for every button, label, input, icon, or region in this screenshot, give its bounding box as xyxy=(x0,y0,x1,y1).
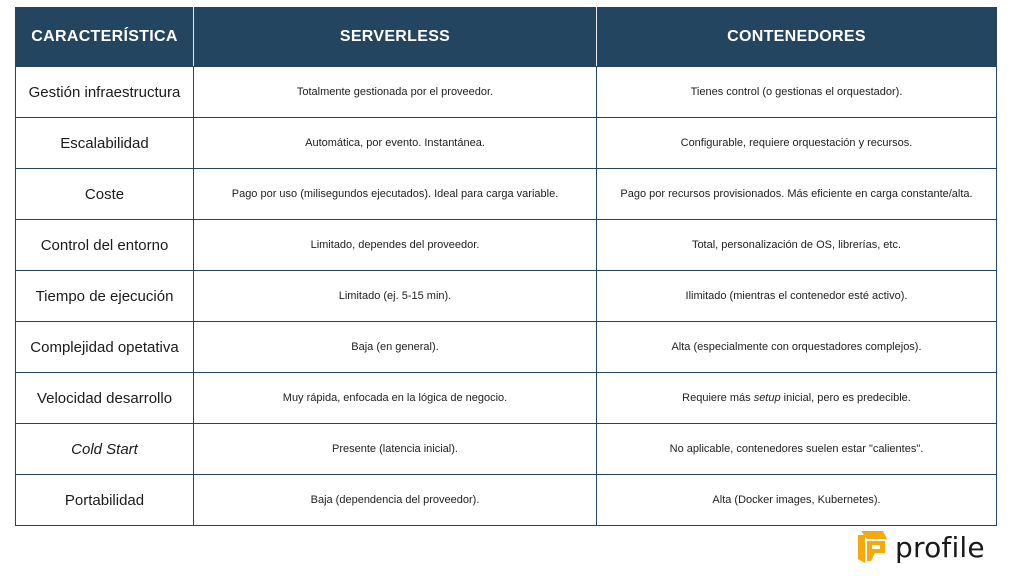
feature-cell: Control del entorno xyxy=(16,220,194,271)
table-body xyxy=(16,67,997,526)
comparison-table-container xyxy=(15,7,996,526)
profile-logo-icon xyxy=(855,529,889,565)
serverless-cell: Baja (dependencia del proveedor). xyxy=(194,475,597,526)
contenedores-cell: Alta (especialmente con orquestadores complejos). xyxy=(597,322,997,373)
contenedores-text-after: inicial, pero es predecible. xyxy=(780,392,911,404)
profile-logo-text: profile xyxy=(895,530,985,564)
header-serverless: SERVERLESS xyxy=(194,8,597,67)
serverless-cell: Limitado (ej. 5-15 min). xyxy=(194,271,597,322)
table-row xyxy=(16,169,997,220)
contenedores-cell: No aplicable, contenedores suelen estar "calientes". xyxy=(597,424,997,475)
serverless-cell: Baja (en general). xyxy=(194,322,597,373)
serverless-cell: Muy rápida, enfocada en la lógica de negocio. xyxy=(194,373,597,424)
header-contenedores: CONTENEDORES xyxy=(597,8,997,67)
table-row xyxy=(16,424,997,475)
contenedores-cell: Configurable, requiere orquestación y recursos. xyxy=(597,118,997,169)
setup-emphasis: setup xyxy=(753,392,781,404)
profile-logo xyxy=(855,527,985,567)
feature-cell: Complejidad opetativa xyxy=(16,322,194,373)
table-row xyxy=(16,118,997,169)
serverless-cell: Pago por uso (milisegundos ejecutados). Ideal para carga variable. xyxy=(194,169,597,220)
comparison-table xyxy=(15,7,997,526)
contenedores-cell: Tienes control (o gestionas el orquestador). xyxy=(597,67,997,118)
table-row xyxy=(16,67,997,118)
feature-cell: Gestión infraestructura xyxy=(16,67,194,118)
contenedores-cell: Total, personalización de OS, librerías, etc. xyxy=(597,220,997,271)
feature-cell: Portabilidad xyxy=(16,475,194,526)
contenedores-cell: Ilimitado (mientras el contenedor esté activo). xyxy=(597,271,997,322)
contenedores-text-before: Requiere más xyxy=(682,392,754,404)
feature-cell: Cold Start xyxy=(16,424,194,475)
contenedores-cell: Alta (Docker images, Kubernetes). xyxy=(597,475,997,526)
table-row xyxy=(16,271,997,322)
header-row xyxy=(16,8,997,67)
serverless-cell: Totalmente gestionada por el proveedor. xyxy=(194,67,597,118)
table-header xyxy=(16,8,997,67)
feature-cell: Escalabilidad xyxy=(16,118,194,169)
table-row xyxy=(16,220,997,271)
serverless-cell: Limitado, dependes del proveedor. xyxy=(194,220,597,271)
header-caracteristica: CARACTERÍSTICA xyxy=(16,8,194,67)
contenedores-cell xyxy=(597,373,997,424)
feature-cell: Coste xyxy=(16,169,194,220)
table-row xyxy=(16,475,997,526)
serverless-cell: Automática, por evento. Instantánea. xyxy=(194,118,597,169)
feature-cell: Tiempo de ejecución xyxy=(16,271,194,322)
serverless-cell: Presente (latencia inicial). xyxy=(194,424,597,475)
feature-cell: Velocidad desarrollo xyxy=(16,373,194,424)
contenedores-cell: Pago por recursos provisionados. Más eficiente en carga constante/alta. xyxy=(597,169,997,220)
table-row xyxy=(16,373,997,424)
table-row xyxy=(16,322,997,373)
